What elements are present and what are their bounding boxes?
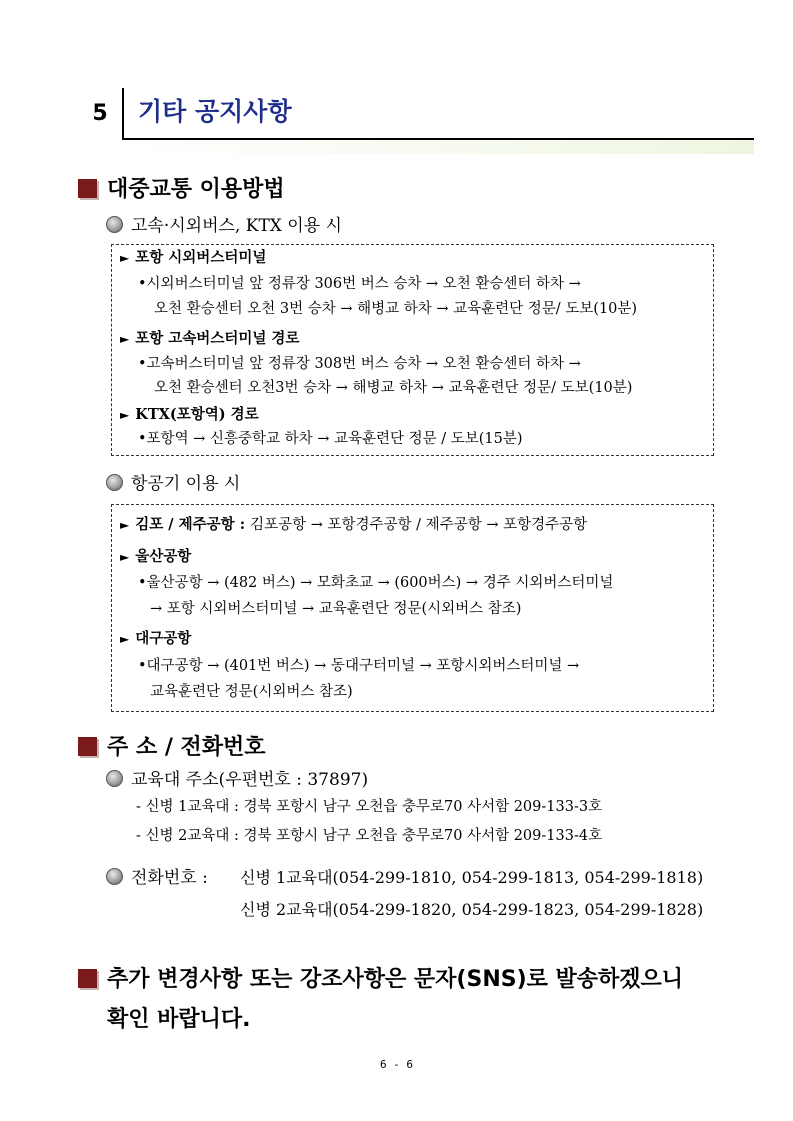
air-routes-box [111,504,714,712]
chapter-header [78,88,754,156]
route-line: 오천 환승센터 오천 3번 승차 → 해병교 하차 → 교육훈련단 정문/ 도보(10분) [154,301,638,317]
route-line: •시외버스터미널 앞 정류장 306번 버스 승차 → 오천 환승센터 하차 → [138,276,581,292]
subheading-label: 전화번호 : [131,868,208,888]
square-bullet-icon [78,969,97,988]
section-title: 대중교통 이용방법 [107,177,285,202]
square-bullet-icon [78,737,97,756]
chapter-band [124,140,754,154]
phone-line: 신병 2교육대(054-299-1820, 054-299-1823, 054-299-1828) [240,900,704,919]
route-heading: ► 대구공항 [120,630,192,647]
route-line: 교육훈련단 정문(시외버스 참조) [150,684,353,700]
route-line: → 포항 시외버스터미널 → 교육훈련단 정문(시외버스 참조) [150,601,522,617]
route-heading: ► KTX(포항역) 경로 [120,406,259,423]
chapter-divider [122,88,124,140]
page-number: 6 - 6 [379,1058,414,1071]
subheading-label: 교육대 주소(우편번호 : 37897) [131,770,369,790]
address-line: - 신병 2교육대 : 경북 포항시 남구 오천읍 충무로70 사서함 209-133-4호 [136,828,603,844]
subheading-label: 고속·시외버스, KTX 이용 시 [131,216,342,236]
route-line: •대구공항 → (401번 버스) → 동대구터미널 → 포항시외버스터미널 → [138,658,580,674]
circle-bullet-icon [106,868,123,885]
notice-line: 추가 변경사항 또는 강조사항은 문자(SNS)로 발송하겠으니 [107,967,684,992]
triangle-bullet-icon: ► [120,550,130,564]
subheading-air [106,472,240,496]
route-heading: ► 포항 시외버스터미널 [120,249,267,266]
triangle-bullet-icon: ► [120,632,130,646]
section-heading-address [78,733,266,763]
route-inline-text: 김포공항 → 포항경주공항 / 제주공항 → 포항경주공항 [250,517,588,533]
circle-bullet-icon [106,216,123,233]
triangle-bullet-icon: ► [120,408,130,422]
route-line: •고속버스터미널 앞 정류장 308번 버스 승차 → 오천 환승센터 하차 → [138,356,581,372]
triangle-bullet-icon: ► [120,518,130,532]
route-heading: ► 울산공항 [120,548,192,565]
section-title: 주 소 / 전화번호 [107,735,266,760]
section-heading-notice [78,960,683,1040]
route-line: 오천 환승센터 오천3번 승차 → 해병교 하차 → 교육훈련단 정문/ 도보(10분) [154,380,633,396]
subheading-bus [106,214,342,238]
phone-line: 신병 1교육대(054-299-1810, 054-299-1813, 054-299-1818) [240,868,704,887]
circle-bullet-icon [106,770,123,787]
section-heading-transport [78,175,285,205]
circle-bullet-icon [106,474,123,491]
subheading-label: 항공기 이용 시 [131,474,241,494]
route-line: •울산공항 → (482 버스) → 모화초교 → (600버스) → 경주 시외버스터미널 [138,575,614,591]
route-heading: ► 김포 / 제주공항 : 김포공항 → 포항경주공항 / 제주공항 → 포항경주공항 [120,516,588,533]
square-bullet-icon [78,179,97,198]
route-heading: ► 포항 고속버스터미널 경로 [120,330,300,347]
address-line: - 신병 1교육대 : 경북 포항시 남구 오천읍 충무로70 사서함 209-133-3호 [136,799,603,815]
bus-routes-box [111,244,714,456]
notice-line: 확인 바랍니다. [107,1007,251,1032]
route-line: •포항역 → 신흥중학교 하차 → 교육훈련단 정문 / 도보(15분) [138,431,523,447]
chapter-title: 기타 공지사항 [138,97,292,126]
triangle-bullet-icon: ► [120,251,130,265]
chapter-number: 5 [92,101,108,126]
subheading-address [106,768,368,792]
triangle-bullet-icon: ► [120,332,130,346]
subheading-phone [106,866,208,890]
